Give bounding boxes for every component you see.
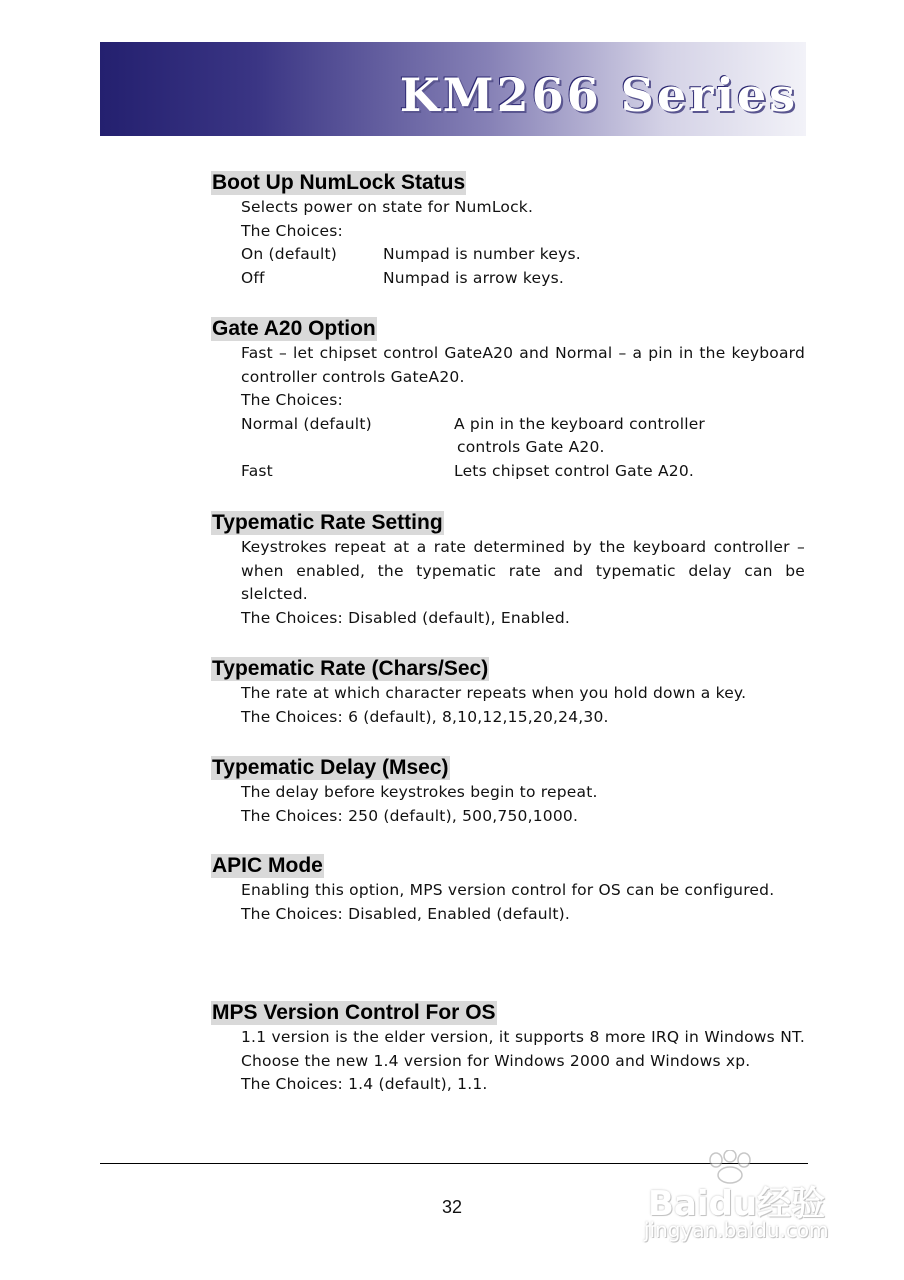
description-paragraph: Fast – let chipset control GateA20 and Normal – a pin in the keyboard controller controls GateA20. [241,344,805,386]
section-mps-version-control [211,1001,805,1097]
choices-label: The Choices: [241,391,343,410]
choice-key: Off [241,268,265,287]
choice-desc: controls Gate A20. [457,438,605,457]
choice-desc: Numpad is arrow keys. [383,268,564,287]
description-paragraph: Keystrokes repeat at a rate determined by the keyboard controller – when enabled, the typematic rate and typematic delay can be slelcted. [241,538,805,604]
page-number: 32 [441,1197,463,1217]
choice-desc: Lets chipset control Gate A20. [454,461,695,480]
choice-row-continued [241,436,805,460]
description-line: The delay before keystrokes begin to repeat. [241,783,598,801]
choice-key: Normal (default) [241,414,372,433]
watermark-brand: Baidu经验 [648,1184,826,1224]
section-heading: Typematic Rate (Chars/Sec) [212,657,489,680]
choice-desc: A pin in the keyboard controller [454,414,706,433]
choice-row [241,460,805,484]
section-heading: Typematic Rate Setting [212,511,443,534]
choice-row [241,413,805,437]
header-title: KM266 Series [399,68,798,122]
description-paragraph: 1.1 version is the elder version, it supports 8 more IRQ in Windows NT. Choose the new 1.4 version for Windows 2000 and Windows xp. [241,1028,805,1070]
section-typematic-rate [211,657,805,729]
choice-row [241,267,805,291]
section-boot-up-numlock [211,171,805,290]
section-apic-mode [211,854,805,926]
section-heading: Boot Up NumLock Status [212,171,466,194]
choice-desc: Numpad is number keys. [383,245,581,264]
choices-line: The Choices: 250 (default), 500,750,1000. [241,806,579,825]
choices-line: The Choices: 1.4 (default), 1.1. [241,1075,488,1094]
watermark [640,1150,860,1250]
description-paragraph: Enabling this option, MPS version control for OS can be configured. [241,881,775,899]
choice-key: On (default) [241,245,337,264]
choices-label: The Choices: [241,221,343,240]
watermark-url: jingyan.baidu.com [644,1218,829,1242]
choice-key: Fast [241,461,273,480]
description-line: The rate at which character repeats when you hold down a key. [241,684,747,702]
section-typematic-delay [211,756,805,828]
section-heading: Typematic Delay (Msec) [212,756,449,779]
section-gate-a20 [211,317,805,484]
choices-line: The Choices: 6 (default), 8,10,12,15,20,24,30. [241,707,609,726]
choices-line: The Choices: Disabled, Enabled (default). [241,904,570,923]
section-heading: MPS Version Control For OS [212,1001,496,1024]
description-line: Selects power on state for NumLock. [241,198,534,216]
section-typematic-rate-setting [211,511,805,630]
choices-line: The Choices: Disabled (default), Enabled. [241,608,570,627]
section-heading: Gate A20 Option [212,317,376,340]
choice-row [241,243,805,267]
section-heading: APIC Mode [212,854,323,877]
header-banner [100,42,806,136]
